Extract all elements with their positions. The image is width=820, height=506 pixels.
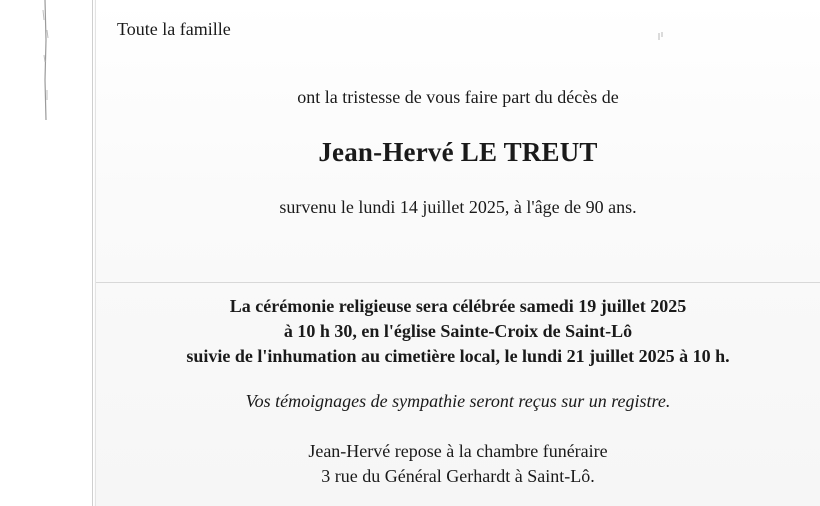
paper-speck — [657, 31, 665, 43]
document-paper — [96, 0, 820, 506]
death-details: survenu le lundi 14 juillet 2025, à l'âge de 90 ans. — [279, 197, 637, 217]
ceremony-line: suivie de l'inhumation au cimetière local, le lundi 21 juillet 2025 à 10 h. — [186, 346, 730, 366]
ceremony-line: à 10 h 30, en l'église Sainte-Croix de Saint-Lô — [283, 321, 633, 341]
condolences-note: Vos témoignages de sympathie seront reçus sur un registre. — [245, 391, 671, 411]
deceased-name: Jean-Hervé LE TREUT — [318, 137, 598, 167]
rest-location — [96, 439, 820, 489]
rest-line: Jean-Hervé repose à la chambre funéraire — [308, 441, 608, 461]
page-edge-line — [92, 0, 93, 506]
section-divider — [96, 282, 820, 283]
scan-mark — [41, 0, 51, 120]
announcement-text: ont la tristesse de vous faire part du décès de — [297, 87, 619, 107]
ceremony-details — [96, 294, 820, 369]
family-intro: Toute la famille — [117, 19, 231, 39]
ceremony-line: La cérémonie religieuse sera célébrée samedi 19 juillet 2025 — [229, 296, 687, 316]
rest-line: 3 rue du Général Gerhardt à Saint-Lô. — [321, 466, 595, 486]
